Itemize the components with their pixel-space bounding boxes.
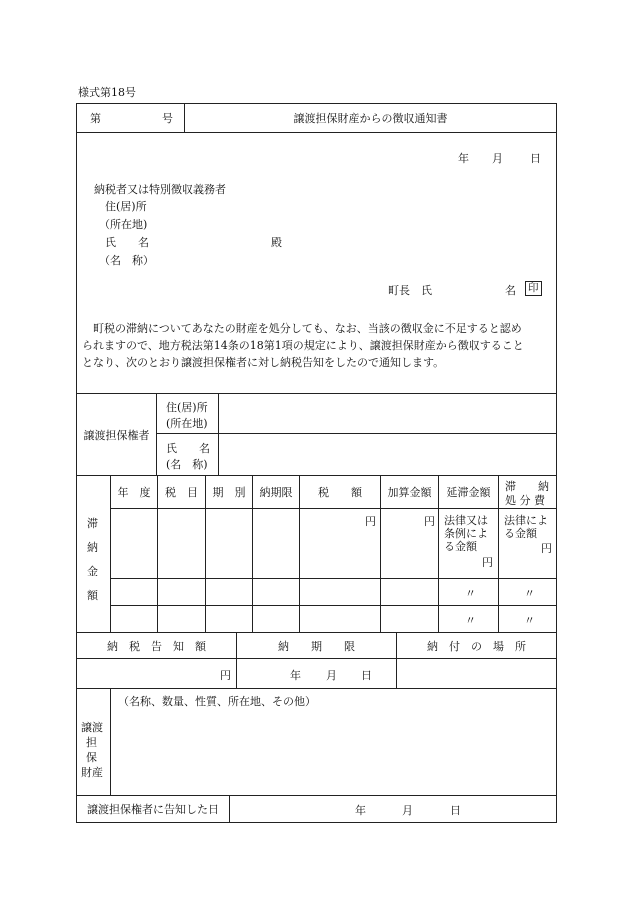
fee-note-line-2: る金額 bbox=[504, 527, 537, 540]
ditto-mark: 〃 bbox=[465, 587, 476, 600]
deadline-day: 日 bbox=[361, 669, 372, 682]
holder-name-field[interactable] bbox=[219, 434, 556, 475]
notice-deadline-header: 納 期 限 bbox=[278, 639, 355, 653]
column-surcharge: 加算金額 bbox=[387, 486, 432, 499]
column-tax-amount: 税 額 bbox=[318, 486, 362, 499]
property-side-char-2: 担 bbox=[86, 736, 97, 749]
ditto-mark: 〃 bbox=[524, 614, 535, 627]
recipient-honorific: 殿 bbox=[271, 236, 282, 249]
recipient-address-label: 住(居)所 bbox=[105, 200, 147, 213]
fee-note-line-1: 法律によ bbox=[504, 514, 548, 527]
notice-amount-header: 納 税 告 知 額 bbox=[107, 639, 206, 653]
arrears-side-char-1: 滞 bbox=[87, 517, 98, 530]
holder-name-alt: (名 称) bbox=[166, 458, 208, 471]
property-side-char-3: 保 bbox=[86, 751, 97, 764]
seal-mark: 印 bbox=[525, 281, 542, 296]
mayor-label: 町長 氏 bbox=[388, 284, 432, 297]
form-number: 様式第18号 bbox=[78, 86, 136, 99]
recipient-label: 納税者又は特別徴収義務者 bbox=[94, 183, 226, 196]
notified-day: 日 bbox=[450, 804, 461, 817]
number-suffix: 号 bbox=[162, 112, 173, 125]
recipient-address-alt: （所在地) bbox=[99, 218, 148, 231]
ditto-mark: 〃 bbox=[465, 614, 476, 627]
delay-note-line-2: 条例によ bbox=[444, 527, 488, 540]
column-delay-charge: 延滞金額 bbox=[446, 486, 491, 499]
body-text-line-1: 町税の滞納についてあなたの財産を処分しても、なお、当該の徴収金に不足すると認め bbox=[82, 322, 522, 335]
notice-amount-unit: 円 bbox=[220, 669, 231, 682]
surcharge-unit: 円 bbox=[424, 515, 435, 528]
date-month: 月 bbox=[492, 152, 503, 165]
holder-label: 譲渡担保権者 bbox=[83, 428, 150, 442]
column-period: 期 別 bbox=[212, 486, 246, 499]
arrears-side-char-4: 額 bbox=[87, 589, 98, 602]
document-title: 譲渡担保財産からの徴収通知書 bbox=[293, 111, 448, 125]
delay-amount-unit: 円 bbox=[482, 556, 493, 569]
column-due-date: 納期限 bbox=[259, 486, 293, 499]
body-text-line-3: となり、次のとおり譲渡担保権者に対し納税告知をしたので通知します。 bbox=[82, 356, 445, 369]
payment-place-header: 納 付 の 場 所 bbox=[427, 639, 526, 653]
fee-amount-unit: 円 bbox=[541, 542, 552, 555]
recipient-name-label: 氏 名 bbox=[105, 236, 149, 249]
notified-year: 年 bbox=[355, 804, 366, 817]
delay-note-line-1: 法律又は bbox=[444, 514, 488, 527]
column-disposal-fee-1: 滞 納 bbox=[505, 480, 549, 493]
tax-amount-unit: 円 bbox=[365, 515, 376, 528]
date-day: 日 bbox=[530, 152, 541, 165]
notified-month: 月 bbox=[402, 804, 413, 817]
property-side-char-1: 譲渡 bbox=[81, 721, 103, 734]
holder-address-label: 住(居)所 bbox=[166, 401, 208, 414]
property-side-char-4: 財産 bbox=[81, 766, 103, 779]
body-text-line-2: られますので、地方税法第14条の18第1項の規定により、譲渡担保財産から徴収すること bbox=[82, 339, 524, 352]
column-disposal-fee-2: 処 分 費 bbox=[505, 494, 545, 507]
holder-address-field[interactable] bbox=[219, 394, 556, 433]
property-note: （名称、数量、性質、所在地、その他） bbox=[118, 695, 316, 708]
arrears-side-char-2: 納 bbox=[87, 541, 98, 554]
deadline-month: 月 bbox=[326, 669, 337, 682]
number-prefix: 第 bbox=[90, 112, 101, 125]
ditto-mark: 〃 bbox=[524, 587, 535, 600]
recipient-name-alt: （名 称） bbox=[99, 254, 154, 267]
delay-note-line-3: る金額 bbox=[444, 540, 477, 553]
mayor-name-suffix: 名 bbox=[505, 284, 516, 297]
holder-address-alt: (所在地) bbox=[166, 417, 208, 430]
column-fiscal-year: 年 度 bbox=[117, 486, 151, 499]
date-year: 年 bbox=[458, 152, 469, 165]
deadline-year: 年 bbox=[290, 669, 301, 682]
column-tax-item: 税 目 bbox=[165, 486, 198, 499]
holder-name-label: 氏 名 bbox=[166, 442, 210, 455]
notified-date-label: 譲渡担保権者に告知した日 bbox=[87, 803, 219, 816]
arrears-side-char-3: 金 bbox=[87, 565, 98, 578]
